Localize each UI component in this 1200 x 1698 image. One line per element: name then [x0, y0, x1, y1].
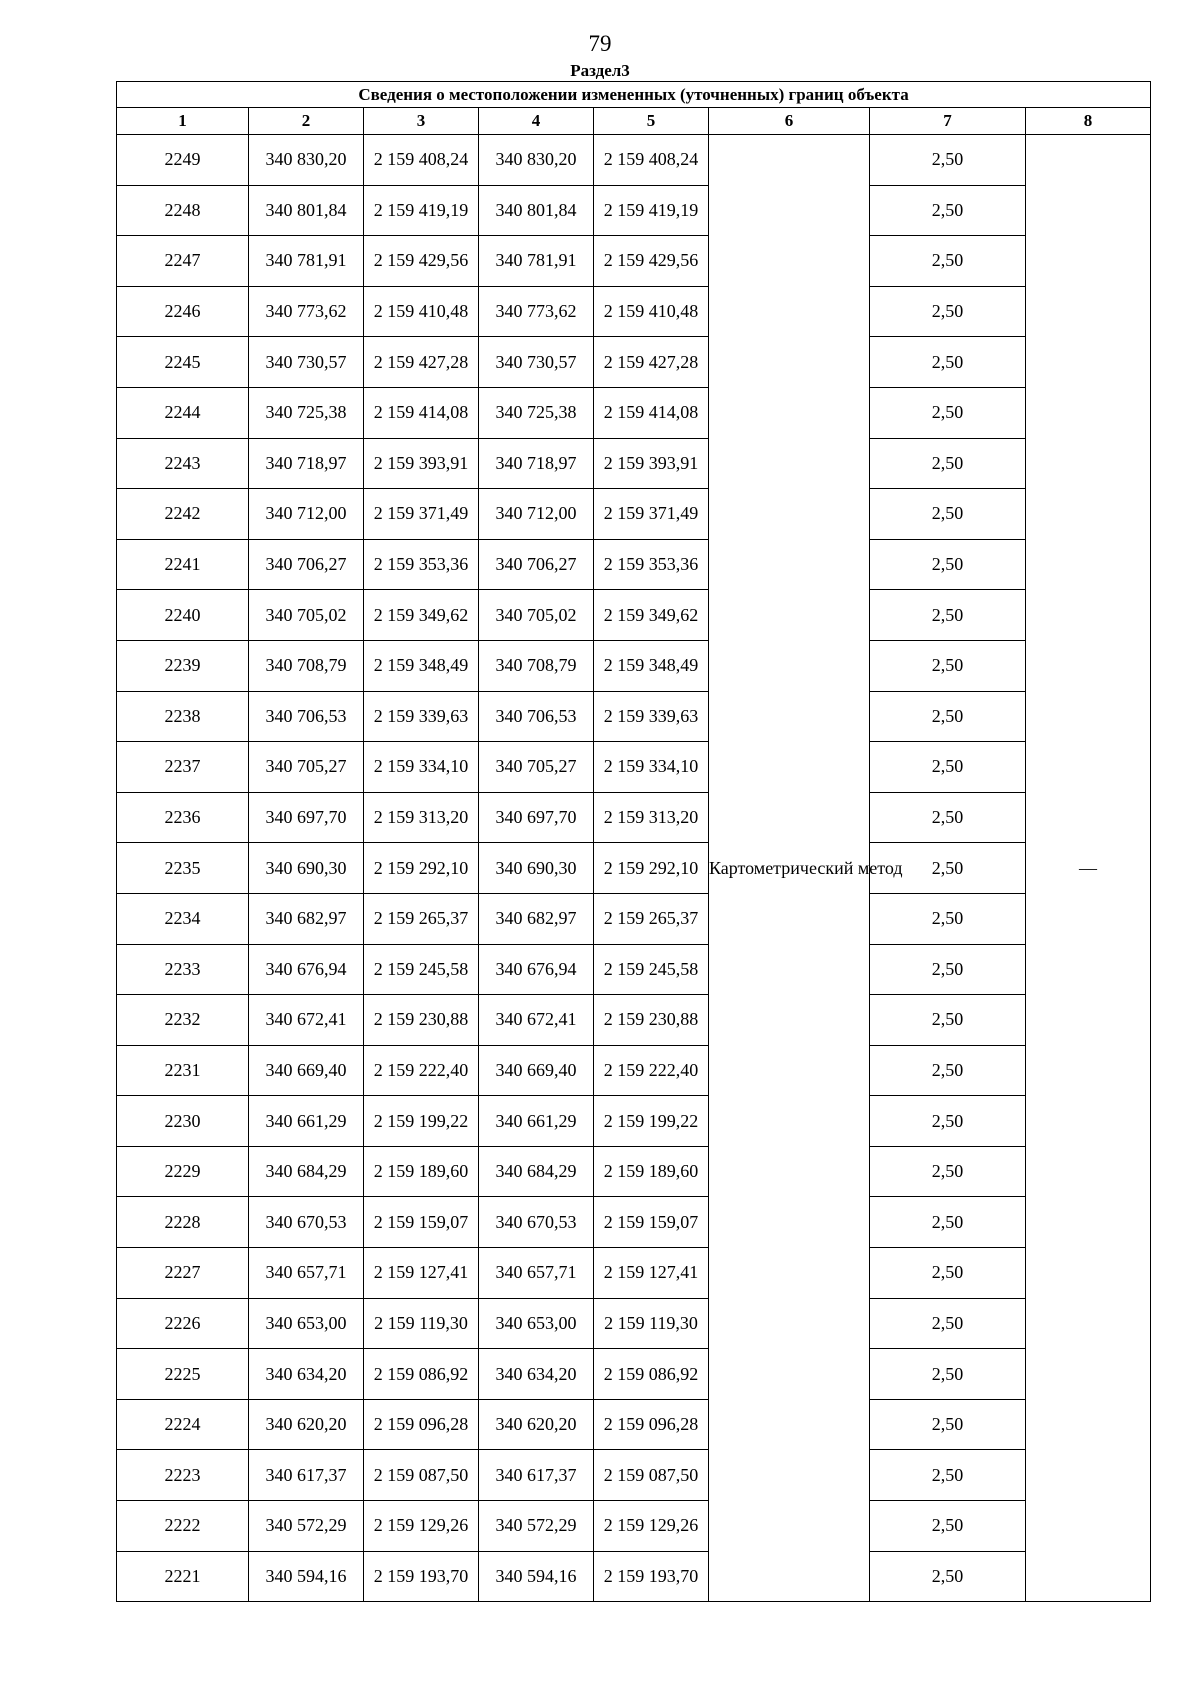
cell-point: 2232 [117, 995, 249, 1046]
cell-x1: 340 690,30 [249, 843, 364, 894]
cell-y1: 2 159 230,88 [364, 995, 479, 1046]
cell-accuracy: 2,50 [870, 489, 1026, 540]
cell-y1: 2 159 189,60 [364, 1146, 479, 1197]
table-row [117, 1197, 1151, 1248]
cell-x2: 340 657,71 [479, 1248, 594, 1299]
cell-y1: 2 159 427,28 [364, 337, 479, 388]
cell-x2: 340 718,97 [479, 438, 594, 489]
cell-y1: 2 159 129,26 [364, 1501, 479, 1552]
cell-point: 2243 [117, 438, 249, 489]
cell-x1: 340 572,29 [249, 1501, 364, 1552]
cell-y2: 2 159 189,60 [594, 1146, 709, 1197]
cell-accuracy: 2,50 [870, 640, 1026, 691]
cell-y2: 2 159 129,26 [594, 1501, 709, 1552]
cell-x2: 340 634,20 [479, 1349, 594, 1400]
cell-accuracy: 2,50 [870, 893, 1026, 944]
cell-y1: 2 159 353,36 [364, 539, 479, 590]
cell-accuracy: 2,50 [870, 337, 1026, 388]
cell-y1: 2 159 119,30 [364, 1298, 479, 1349]
cell-x1: 340 718,97 [249, 438, 364, 489]
cell-x1: 340 676,94 [249, 944, 364, 995]
cell-accuracy: 2,50 [870, 1248, 1026, 1299]
cell-point: 2222 [117, 1501, 249, 1552]
cell-y2: 2 159 353,36 [594, 539, 709, 590]
cell-x1: 340 670,53 [249, 1197, 364, 1248]
cell-x2: 340 676,94 [479, 944, 594, 995]
cell-accuracy: 2,50 [870, 590, 1026, 641]
cell-y2: 2 159 199,22 [594, 1096, 709, 1147]
table-row [117, 1551, 1151, 1602]
cell-accuracy: 2,50 [870, 1146, 1026, 1197]
cell-y1: 2 159 087,50 [364, 1450, 479, 1501]
cell-y1: 2 159 371,49 [364, 489, 479, 540]
cell-accuracy: 2,50 [870, 438, 1026, 489]
table-row [117, 337, 1151, 388]
cell-y2: 2 159 427,28 [594, 337, 709, 388]
table-row [117, 792, 1151, 843]
column-number-1: 1 [117, 108, 249, 135]
cell-x1: 340 830,20 [249, 135, 364, 186]
cell-y2: 2 159 222,40 [594, 1045, 709, 1096]
table-row [117, 135, 1151, 186]
cell-x1: 340 781,91 [249, 236, 364, 287]
cell-x2: 340 705,27 [479, 742, 594, 793]
cell-accuracy: 2,50 [870, 742, 1026, 793]
cell-x2: 340 653,00 [479, 1298, 594, 1349]
column-number-5: 5 [594, 108, 709, 135]
cell-x1: 340 653,00 [249, 1298, 364, 1349]
cell-x1: 340 697,70 [249, 792, 364, 843]
cell-y1: 2 159 334,10 [364, 742, 479, 793]
table-row [117, 1399, 1151, 1450]
cell-x2: 340 617,37 [479, 1450, 594, 1501]
cell-accuracy: 2,50 [870, 1399, 1026, 1450]
cell-point: 2235 [117, 843, 249, 894]
cell-y2: 2 159 193,70 [594, 1551, 709, 1602]
column-number-4: 4 [479, 108, 594, 135]
cell-point: 2225 [117, 1349, 249, 1400]
cell-y1: 2 159 339,63 [364, 691, 479, 742]
cell-x2: 340 684,29 [479, 1146, 594, 1197]
table-row [117, 1501, 1151, 1552]
cell-point: 2221 [117, 1551, 249, 1602]
cell-x1: 340 705,02 [249, 590, 364, 641]
cell-y2: 2 159 419,19 [594, 185, 709, 236]
cell-method: Картометрический метод [709, 135, 870, 1602]
cell-x1: 340 617,37 [249, 1450, 364, 1501]
cell-accuracy: 2,50 [870, 1096, 1026, 1147]
cell-x1: 340 661,29 [249, 1096, 364, 1147]
cell-x1: 340 705,27 [249, 742, 364, 793]
table-row [117, 438, 1151, 489]
cell-y2: 2 159 159,07 [594, 1197, 709, 1248]
cell-point: 2244 [117, 387, 249, 438]
table-row [117, 1450, 1151, 1501]
cell-y2: 2 159 127,41 [594, 1248, 709, 1299]
cell-y1: 2 159 408,24 [364, 135, 479, 186]
column-number-6: 6 [709, 108, 870, 135]
cell-accuracy: 2,50 [870, 1349, 1026, 1400]
cell-y1: 2 159 410,48 [364, 286, 479, 337]
cell-y1: 2 159 222,40 [364, 1045, 479, 1096]
cell-point: 2229 [117, 1146, 249, 1197]
cell-y2: 2 159 410,48 [594, 286, 709, 337]
cell-x1: 340 801,84 [249, 185, 364, 236]
cell-y2: 2 159 096,28 [594, 1399, 709, 1450]
column-number-row [117, 108, 1151, 135]
cell-point: 2248 [117, 185, 249, 236]
cell-point: 2245 [117, 337, 249, 388]
cell-y1: 2 159 199,22 [364, 1096, 479, 1147]
cell-y2: 2 159 349,62 [594, 590, 709, 641]
table-row [117, 1146, 1151, 1197]
table-row [117, 387, 1151, 438]
cell-point: 2237 [117, 742, 249, 793]
cell-x1: 340 682,97 [249, 893, 364, 944]
cell-x1: 340 773,62 [249, 286, 364, 337]
cell-x1: 340 706,53 [249, 691, 364, 742]
cell-y1: 2 159 393,91 [364, 438, 479, 489]
cell-col8: — [1026, 135, 1151, 1602]
cell-y2: 2 159 119,30 [594, 1298, 709, 1349]
column-number-8: 8 [1026, 108, 1151, 135]
cell-accuracy: 2,50 [870, 539, 1026, 590]
cell-point: 2240 [117, 590, 249, 641]
cell-x2: 340 708,79 [479, 640, 594, 691]
cell-y2: 2 159 414,08 [594, 387, 709, 438]
cell-y1: 2 159 193,70 [364, 1551, 479, 1602]
cell-y1: 2 159 414,08 [364, 387, 479, 438]
cell-x2: 340 730,57 [479, 337, 594, 388]
cell-accuracy: 2,50 [870, 1298, 1026, 1349]
column-number-3: 3 [364, 108, 479, 135]
cell-accuracy: 2,50 [870, 1450, 1026, 1501]
cell-y2: 2 159 348,49 [594, 640, 709, 691]
table-row [117, 1045, 1151, 1096]
cell-x2: 340 672,41 [479, 995, 594, 1046]
cell-x1: 340 725,38 [249, 387, 364, 438]
cell-accuracy: 2,50 [870, 135, 1026, 186]
cell-point: 2226 [117, 1298, 249, 1349]
cell-x2: 340 670,53 [479, 1197, 594, 1248]
cell-x2: 340 712,00 [479, 489, 594, 540]
cell-x1: 340 708,79 [249, 640, 364, 691]
cell-x1: 340 594,16 [249, 1551, 364, 1602]
cell-y1: 2 159 419,19 [364, 185, 479, 236]
cell-y1: 2 159 348,49 [364, 640, 479, 691]
cell-accuracy: 2,50 [870, 286, 1026, 337]
cell-y1: 2 159 313,20 [364, 792, 479, 843]
cell-y1: 2 159 127,41 [364, 1248, 479, 1299]
cell-y2: 2 159 313,20 [594, 792, 709, 843]
cell-y1: 2 159 292,10 [364, 843, 479, 894]
cell-x2: 340 690,30 [479, 843, 594, 894]
cell-x2: 340 661,29 [479, 1096, 594, 1147]
cell-x1: 340 706,27 [249, 539, 364, 590]
cell-x2: 340 669,40 [479, 1045, 594, 1096]
cell-x1: 340 672,41 [249, 995, 364, 1046]
table-row [117, 843, 1151, 894]
cell-accuracy: 2,50 [870, 995, 1026, 1046]
cell-accuracy: 2,50 [870, 1501, 1026, 1552]
cell-y1: 2 159 159,07 [364, 1197, 479, 1248]
table-row [117, 236, 1151, 287]
cell-point: 2228 [117, 1197, 249, 1248]
cell-y1: 2 159 096,28 [364, 1399, 479, 1450]
cell-point: 2241 [117, 539, 249, 590]
cell-x2: 340 594,16 [479, 1551, 594, 1602]
cell-x1: 340 620,20 [249, 1399, 364, 1450]
cell-point: 2247 [117, 236, 249, 287]
cell-y1: 2 159 265,37 [364, 893, 479, 944]
cell-point: 2224 [117, 1399, 249, 1450]
table-row [117, 1349, 1151, 1400]
cell-point: 2242 [117, 489, 249, 540]
cell-x2: 340 705,02 [479, 590, 594, 641]
cell-point: 2236 [117, 792, 249, 843]
cell-accuracy: 2,50 [870, 1197, 1026, 1248]
cell-x2: 340 620,20 [479, 1399, 594, 1450]
column-number-7: 7 [870, 108, 1026, 135]
coordinates-table [116, 81, 1151, 1602]
cell-y1: 2 159 429,56 [364, 236, 479, 287]
cell-point: 2234 [117, 893, 249, 944]
table-body [117, 135, 1151, 1602]
cell-accuracy: 2,50 [870, 387, 1026, 438]
cell-accuracy: 2,50 [870, 1551, 1026, 1602]
cell-x2: 340 801,84 [479, 185, 594, 236]
table-row [117, 1096, 1151, 1147]
table-row [117, 489, 1151, 540]
cell-point: 2238 [117, 691, 249, 742]
cell-y1: 2 159 349,62 [364, 590, 479, 641]
cell-y2: 2 159 087,50 [594, 1450, 709, 1501]
cell-x1: 340 669,40 [249, 1045, 364, 1096]
cell-point: 2231 [117, 1045, 249, 1096]
cell-accuracy: 2,50 [870, 944, 1026, 995]
cell-y2: 2 159 339,63 [594, 691, 709, 742]
table-row [117, 995, 1151, 1046]
cell-x2: 340 572,29 [479, 1501, 594, 1552]
table-row [117, 286, 1151, 337]
cell-accuracy: 2,50 [870, 792, 1026, 843]
cell-point: 2233 [117, 944, 249, 995]
cell-x1: 340 684,29 [249, 1146, 364, 1197]
table-row [117, 1298, 1151, 1349]
table-row [117, 893, 1151, 944]
cell-point: 2223 [117, 1450, 249, 1501]
cell-point: 2227 [117, 1248, 249, 1299]
cell-point: 2239 [117, 640, 249, 691]
cell-x2: 340 781,91 [479, 236, 594, 287]
cell-y2: 2 159 086,92 [594, 1349, 709, 1400]
page-number: 79 [588, 31, 612, 56]
cell-y2: 2 159 265,37 [594, 893, 709, 944]
table-row [117, 742, 1151, 793]
table-row [117, 590, 1151, 641]
table-row [117, 691, 1151, 742]
cell-y2: 2 159 371,49 [594, 489, 709, 540]
cell-accuracy: 2,50 [870, 843, 1026, 894]
cell-x2: 340 773,62 [479, 286, 594, 337]
cell-y2: 2 159 393,91 [594, 438, 709, 489]
cell-accuracy: 2,50 [870, 1045, 1026, 1096]
table-row [117, 944, 1151, 995]
table-row [117, 539, 1151, 590]
cell-x1: 340 730,57 [249, 337, 364, 388]
cell-x2: 340 697,70 [479, 792, 594, 843]
table-row [117, 1248, 1151, 1299]
cell-x2: 340 706,53 [479, 691, 594, 742]
column-number-2: 2 [249, 108, 364, 135]
cell-y2: 2 159 245,58 [594, 944, 709, 995]
cell-y2: 2 159 408,24 [594, 135, 709, 186]
cell-y1: 2 159 245,58 [364, 944, 479, 995]
section-title: Раздел3 [570, 61, 630, 80]
cell-x2: 340 725,38 [479, 387, 594, 438]
cell-accuracy: 2,50 [870, 691, 1026, 742]
cell-x2: 340 706,27 [479, 539, 594, 590]
cell-accuracy: 2,50 [870, 236, 1026, 287]
cell-y2: 2 159 429,56 [594, 236, 709, 287]
cell-y2: 2 159 334,10 [594, 742, 709, 793]
table-row [117, 640, 1151, 691]
cell-point: 2249 [117, 135, 249, 186]
cell-x2: 340 682,97 [479, 893, 594, 944]
cell-y2: 2 159 230,88 [594, 995, 709, 1046]
cell-point: 2246 [117, 286, 249, 337]
cell-x1: 340 657,71 [249, 1248, 364, 1299]
cell-accuracy: 2,50 [870, 185, 1026, 236]
table-caption: Сведения о местоположении измененных (уточненных) границ объекта [117, 82, 1151, 108]
cell-x1: 340 712,00 [249, 489, 364, 540]
cell-point: 2230 [117, 1096, 249, 1147]
cell-y2: 2 159 292,10 [594, 843, 709, 894]
cell-x2: 340 830,20 [479, 135, 594, 186]
cell-y1: 2 159 086,92 [364, 1349, 479, 1400]
table-row [117, 185, 1151, 236]
cell-x1: 340 634,20 [249, 1349, 364, 1400]
